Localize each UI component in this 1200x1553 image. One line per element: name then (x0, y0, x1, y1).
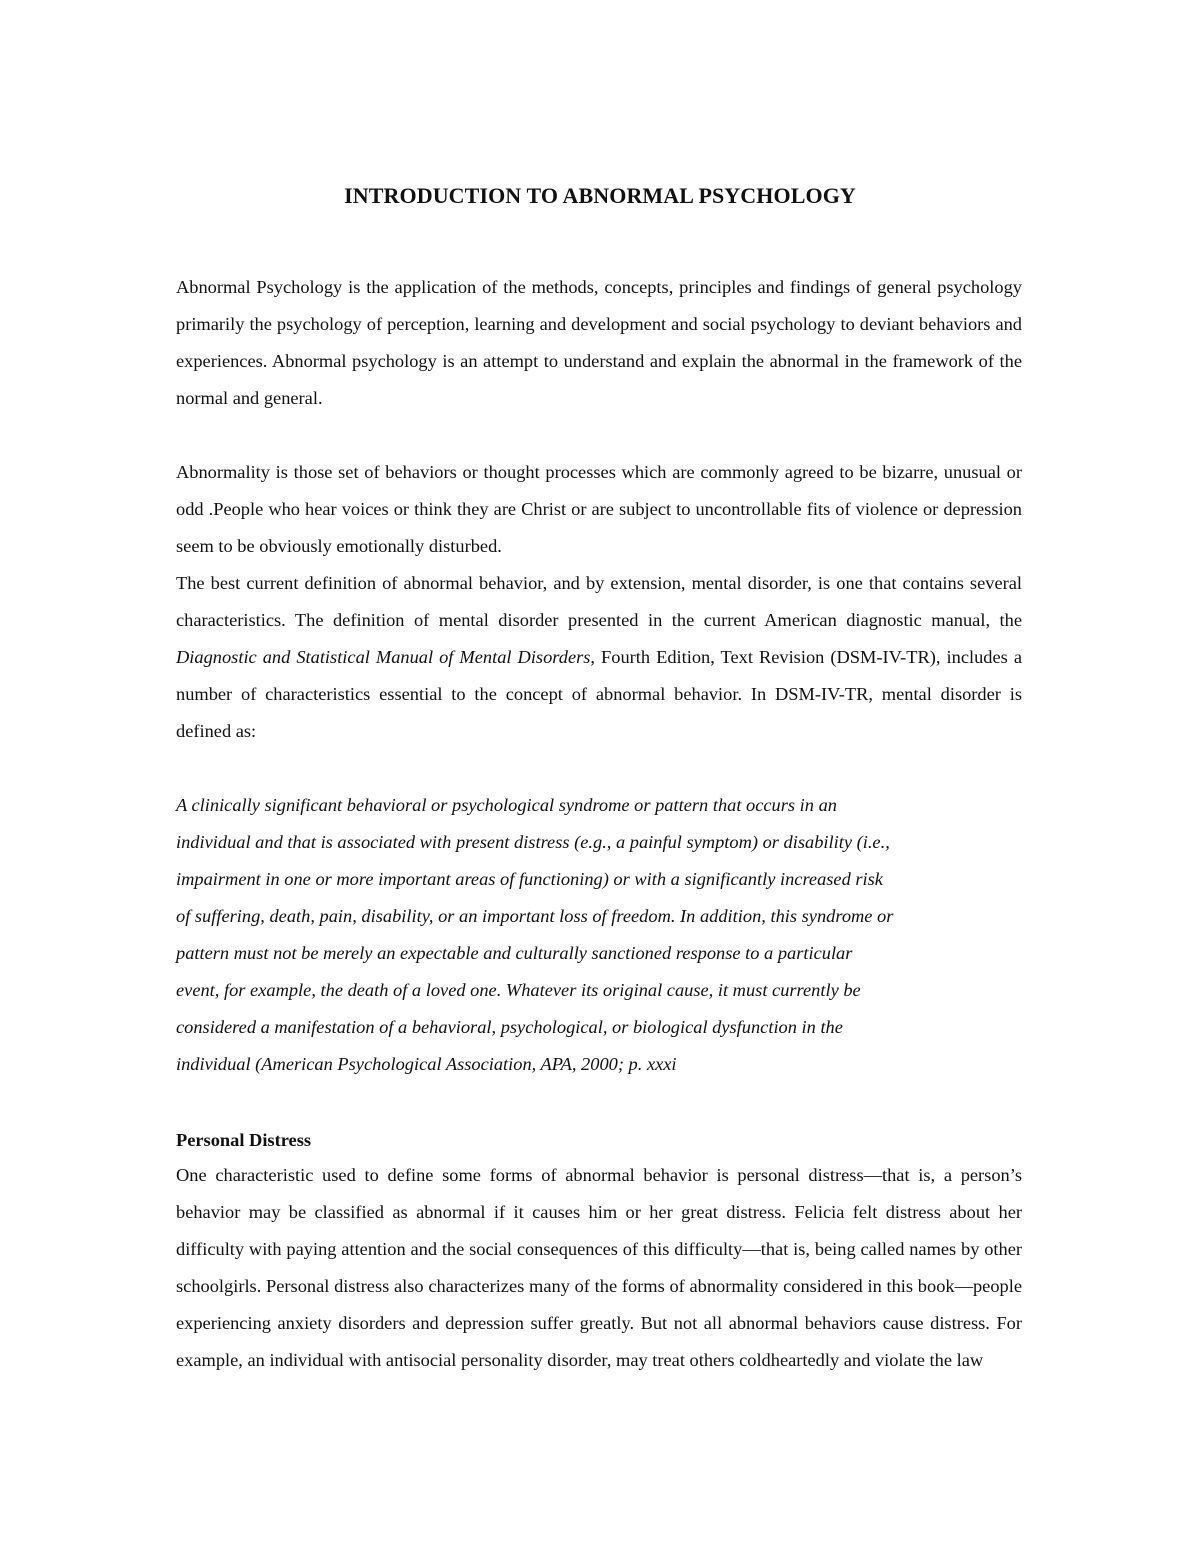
paragraph-dsm-text-before: The best current definition of abnormal behavior, and by extension, mental disorder, is one that contains several characteristics. The definition of mental disorder presented in the current American diagnostic manual, the (176, 573, 1022, 630)
dsm-quote-block (176, 787, 1022, 1083)
paragraph-abnormality-definition: Abnormality is those set of behaviors or thought processes which are commonly agreed to be bizarre, unusual or odd .People who hear voices or think they are Christ or are subject to uncontrollable fits of violence or depression seem to be obviously emotionally disturbed. (176, 462, 1022, 556)
dsm-manual-title: Diagnostic and Statistical Manual of Mental Disorders (176, 647, 591, 667)
paragraph-dsm-definition (176, 565, 1022, 750)
quote-line: impairment in one or more important areas of functioning) or with a significantly increased risk (176, 869, 883, 889)
paragraph-abnormal-psychology-definition: Abnormal Psychology is the application of the methods, concepts, principles and findings of general psychology primarily the psychology of perception, learning and development and social psychology to deviant behaviors and experiences. Abnormal psychology is an attempt to understand and explain the abnormal in the framework of the normal and general. (176, 277, 1022, 408)
paragraph-dsm-text-after: , Fourth Edition, Text Revision (DSM-IV-TR), includes a number of characteristics essential to the concept of abnormal behavior. In DSM-IV-TR, mental disorder is defined as: (176, 647, 1022, 741)
quote-line: individual and that is associated with present distress (e.g., a painful symptom) or disability (i.e., (176, 832, 890, 852)
quote-line: A clinically significant behavioral or psychological syndrome or pattern that occurs in an (176, 795, 837, 815)
section-heading-personal-distress: Personal Distress (176, 1130, 312, 1150)
paragraph-personal-distress: One characteristic used to define some forms of abnormal behavior is personal distress—that is, a person’s behavior may be classified as abnormal if it causes him or her great distress. Felicia felt distress about her difficulty with paying attention and the social consequences of this difficulty—that is, being called names by other schoolgirls. Personal distress also characterizes many of the forms of abnormality considered in this book—people experiencing anxiety disorders and depression suffer greatly. But not all abnormal behaviors cause distress. For example, an individual with antisocial personality disorder, may treat others coldheartedly and violate the law (176, 1165, 1022, 1370)
quote-line: pattern must not be merely an expectable and culturally sanctioned response to a particular (176, 943, 853, 963)
quote-line: considered a manifestation of a behavioral, psychological, or biological dysfunction in the (176, 1017, 843, 1037)
quote-line: of suffering, death, pain, disability, or an important loss of freedom. In addition, this syndrome or (176, 906, 894, 926)
page-title: INTRODUCTION TO ABNORMAL PSYCHOLOGY (344, 183, 856, 208)
quote-line: individual (American Psychological Association, APA, 2000; p. xxxi (176, 1054, 677, 1074)
quote-line: event, for example, the death of a loved one. Whatever its original cause, it must currently be (176, 980, 861, 1000)
